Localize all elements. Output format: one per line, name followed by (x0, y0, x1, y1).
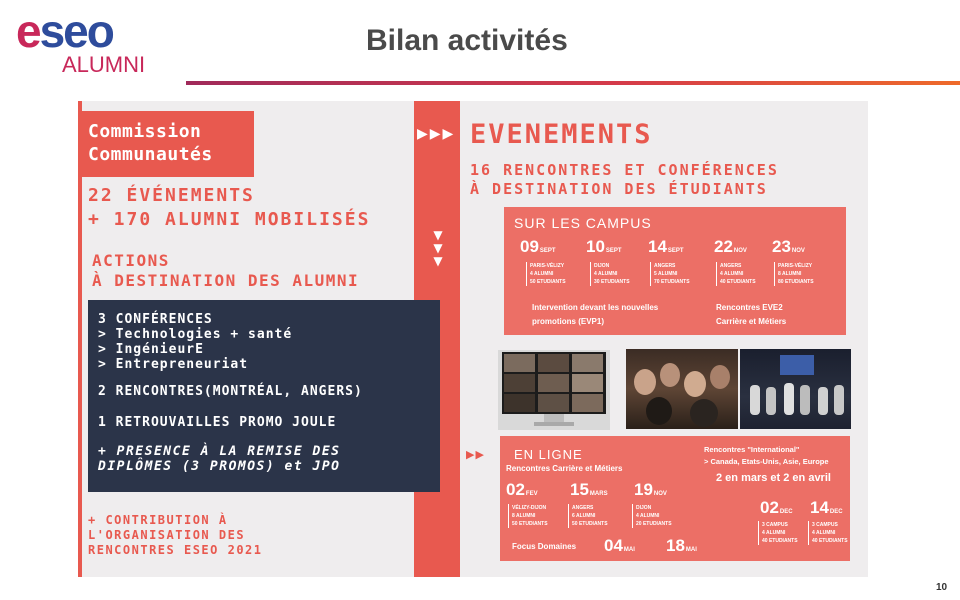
actions-list-box (88, 300, 440, 492)
focus-date: 04MAI (604, 536, 635, 555)
amphitheater-photo (740, 349, 851, 429)
campus-note-eve2: Rencontres EVE2 Carrière et Métiers (716, 303, 787, 326)
international-schedule: 2 en mars et 2 en avril (716, 472, 831, 484)
online-date: 02FEV (506, 480, 538, 499)
online-date: 02DEC (760, 498, 793, 517)
campus-date-info: ANGERS 4 ALUMNI 40 ETUDIANTS (716, 262, 756, 286)
online-date-info: DIJON 4 ALUMNI 20 ETUDIANTS (632, 504, 672, 528)
campus-note-evp1: Intervention devant les nouvelles promotions (EVP1) (532, 303, 659, 326)
page-number: 10 (936, 582, 948, 593)
slide-content-panel (78, 101, 868, 577)
campus-date: 10SEPT (586, 237, 622, 256)
focus-domaines-label: Focus Domaines (512, 542, 577, 551)
focus-date: 18MAI (666, 536, 697, 555)
rencontres-subheading: 16 RENCONTRES ET CONFÉRENCES À DESTINATION DES ÉTUDIANTS (470, 161, 779, 198)
eseo-alumni-logo (16, 5, 166, 78)
contribution-text: + CONTRIBUTION À L'ORGANISATION DES RENCONTRES ESEO 2021 (88, 513, 263, 557)
campus-date: 09SEPT (520, 237, 556, 256)
international-rencontres: Rencontres "International" > Canada, Etats-Unis, Asie, Europe (704, 445, 829, 466)
presence-line-2: DIPLÔMES (3 PROMOS) et JPO (98, 459, 341, 474)
presence-line-1: + PRESENCE À LA REMISE DES (98, 444, 341, 459)
actions-heading: ACTIONS À DESTINATION DES ALUMNI (92, 251, 360, 290)
conferences-heading: 3 CONFÉRENCES (98, 312, 213, 327)
conference-item: > Entrepreneuriat (98, 357, 249, 372)
campus-date-info: PARIS-VÉLIZY 8 ALUMNI 80 ETUDIANTS (774, 262, 814, 286)
logo-eseo-text (16, 5, 113, 57)
online-date: 15MARS (570, 480, 608, 499)
online-date: 14DEC (810, 498, 843, 517)
campus-date-info: DIJON 4 ALUMNI 30 ETUDIANTS (590, 262, 630, 286)
online-date-info: VÉLIZY-DIJON 8 ALUMNI 50 ETUDIANTS (508, 504, 548, 528)
online-date: 19NOV (634, 480, 667, 499)
campus-events-box (504, 207, 846, 335)
commission-line-1: Commission (88, 121, 202, 142)
retrouvailles-item: 1 RETROUVAILLES PROMO JOULE (98, 415, 337, 430)
rencontres-item: 2 RENCONTRES(MONTRÉAL, ANGERS) (98, 384, 363, 399)
video-conference-photo (498, 350, 610, 430)
page-title: Bilan activités (366, 24, 568, 57)
online-date-info: ANGERS 6 ALUMNI 50 ETUDIANTS (568, 504, 608, 528)
conference-item: > IngénieurE (98, 342, 204, 357)
online-date-info: 3 CAMPUS 4 ALUMNI 40 ETUDIANTS (808, 521, 848, 545)
online-date-info: 3 CAMPUS 4 ALUMNI 40 ETUDIANTS (758, 521, 798, 545)
online-title: EN LIGNE (514, 447, 583, 462)
campus-date-info: ANGERS 5 ALUMNI 70 ETUDIANTS (650, 262, 690, 286)
logo-alumni-text: ALUMNI (62, 52, 146, 77)
campus-date-info: PARIS-VÉLIZY 4 ALUMNI 50 ETUDIANTS (526, 262, 566, 286)
online-events-box (500, 436, 850, 561)
logo-e: e (16, 5, 40, 57)
evenements-heading: EVENEMENTS (470, 119, 653, 150)
commission-heading (82, 111, 254, 177)
campus-date: 22NOV (714, 237, 747, 256)
campus-title: SUR LES CAMPUS (514, 215, 652, 231)
title-underline (186, 81, 960, 85)
logo-seo: seo (39, 5, 113, 57)
stat-events: 22 ÉVÉNEMENTS (88, 185, 255, 206)
campus-date: 23NOV (772, 237, 805, 256)
triple-arrow-down-icon: ▼ ▼ ▼ (433, 228, 443, 268)
conference-item: > Technologies + santé (98, 327, 293, 342)
double-arrow-right-icon: ▶▶ (466, 448, 485, 461)
commission-line-2: Communautés (88, 144, 213, 165)
online-subtitle: Rencontres Carrière et Métiers (506, 464, 623, 473)
triple-arrow-right-icon: ▶▶▶ (417, 126, 456, 142)
group-photo (626, 349, 738, 429)
campus-date: 14SEPT (648, 237, 684, 256)
stat-alumni: + 170 ALUMNI MOBILISÉS (88, 209, 371, 230)
